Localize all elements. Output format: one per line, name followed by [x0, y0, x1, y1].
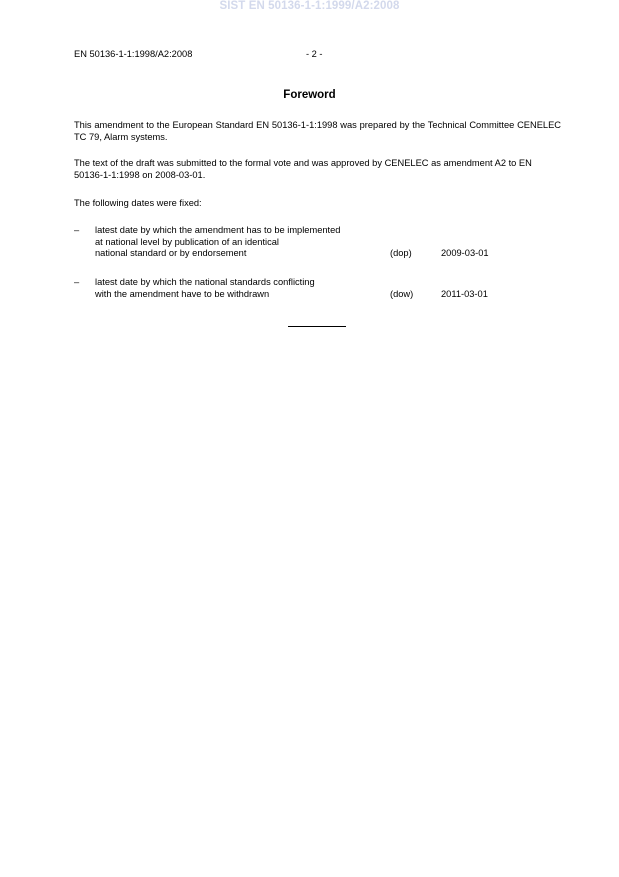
list-dash: –: [74, 225, 80, 235]
watermark: SIST EN 50136-1-1:1999/A2:2008: [219, 0, 400, 12]
page-number: - 2 -: [306, 49, 323, 59]
document-identifier: EN 50136-1-1:1998/A2:2008: [74, 49, 193, 59]
description-line: with the amendment have to be withdrawn: [95, 288, 270, 299]
paragraph-approval: The text of the draft was submitted to the formal vote and was approved by CENELEC as amendment A2 to EN 50136-1-1:1998 on 2008-03-01.: [74, 158, 532, 180]
description-line: latest date by which the amendment has to be implemented: [95, 225, 341, 235]
date-value: 2011-03-01: [441, 288, 488, 299]
date-abbreviation: (dow): [390, 288, 414, 299]
paragraph-amendment-origin: This amendment to the European Standard EN 50136-1-1:1998 was prepared by the Technical Committee CENELEC TC 79, Alarm systems.: [74, 120, 561, 142]
date-item-description: [95, 225, 385, 260]
description-line: at national level by publication of an identical: [95, 236, 279, 247]
date-value: 2009-03-01: [441, 248, 489, 258]
date-abbreviation: (dop): [390, 248, 412, 258]
paragraph-dates-intro: The following dates were fixed:: [74, 198, 202, 208]
description-line: latest date by which the national standards conflicting: [95, 277, 315, 287]
end-divider: [288, 326, 346, 327]
running-header: [74, 48, 564, 60]
section-title: Foreword: [283, 89, 336, 101]
list-dash: –: [74, 277, 80, 287]
description-line: national standard or by endorsement: [95, 248, 247, 258]
date-item-description: [95, 277, 385, 300]
